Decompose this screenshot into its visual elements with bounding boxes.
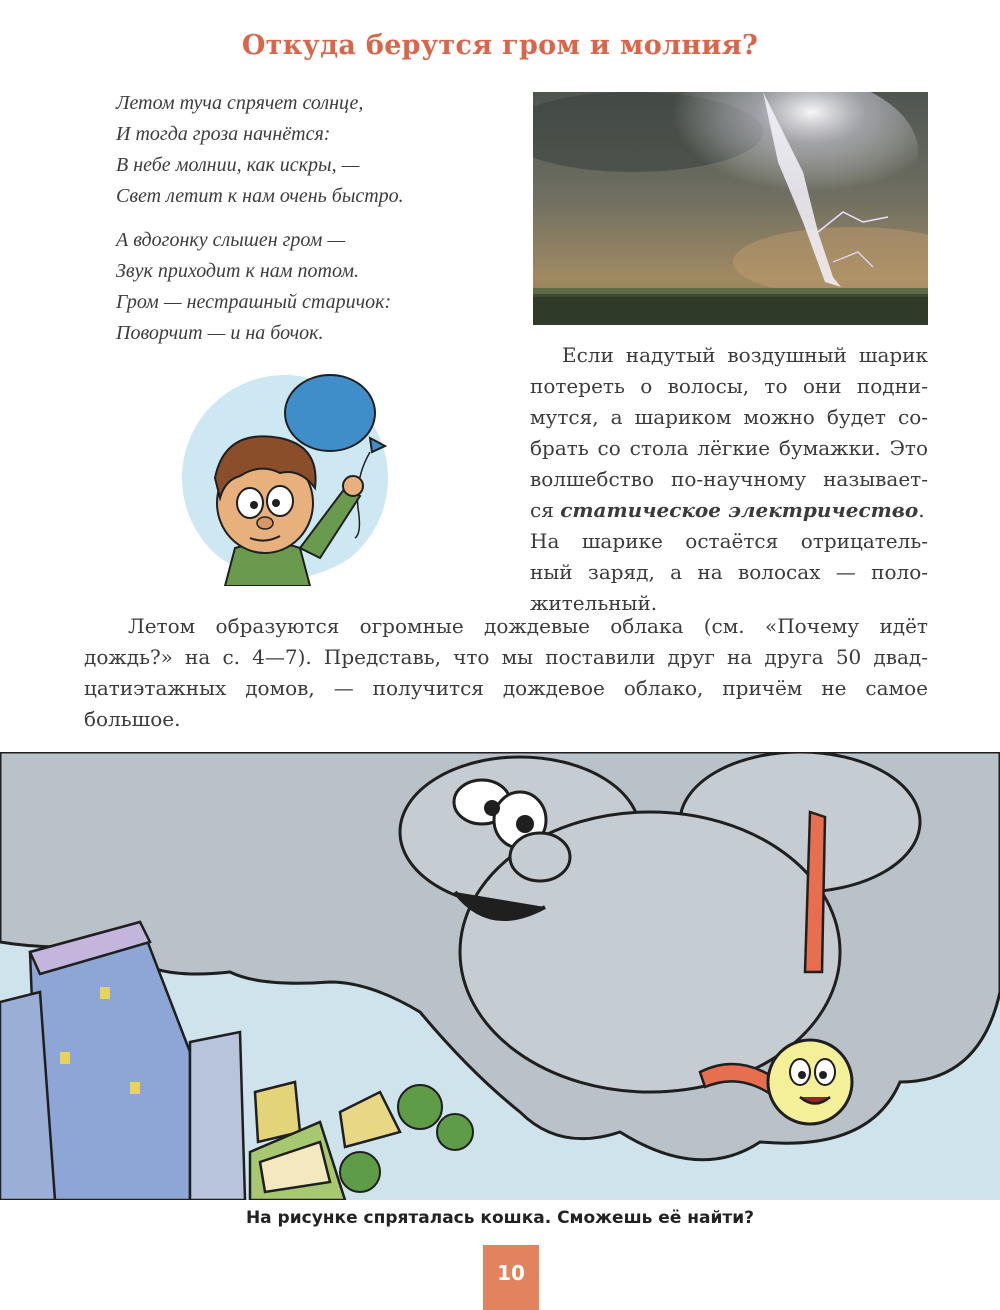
poem-line: И тогда гроза начнётся: <box>116 123 331 145</box>
paragraph-line: На шарике остаётся отрицатель- <box>530 529 928 553</box>
poem-line: Свет летит к нам очень быстро. <box>116 185 404 207</box>
paragraph-line: жительный. <box>530 591 658 615</box>
paragraph-line: Летом образуются огромные дождевые облака (см. «Почему идёт <box>128 614 928 638</box>
illustration-caption: На рисунке спряталась кошка. Сможешь её найти? <box>245 1208 755 1228</box>
lightning-photo <box>533 92 928 325</box>
boy-with-balloon-illustration <box>180 368 390 586</box>
paragraph-line: большое. <box>84 707 181 731</box>
poem-stanza-2 <box>116 225 516 349</box>
paragraph-line: ный заряд, а на волосах — поло- <box>530 560 928 584</box>
paragraph-line: цатиэтажных домов, — получится дождевое облако, причём не самое <box>84 676 928 700</box>
poem-line: А вдогонку слышен гром — <box>116 229 346 251</box>
paragraph-line: мутся, а шариком можно будет со- <box>530 405 928 429</box>
poem-line: Звук приходит к нам потом. <box>116 260 359 282</box>
poem-line: Поворчит — и на бочок. <box>116 322 324 344</box>
poem-line: В небе молнии, как искры, — <box>116 154 360 176</box>
paragraph-line: потереть о волосы, то они подни- <box>530 374 928 398</box>
paragraph-line <box>530 495 928 526</box>
poem-stanza-1 <box>116 88 516 212</box>
poem-line: Летом туча спрячет солнце, <box>116 92 364 114</box>
paragraph-line: дождь?» на с. 4—7). Представь, что мы поставили друг на друга 50 двад- <box>84 645 928 669</box>
paragraph-line: брать со стола лёгкие бумажки. Это <box>530 436 928 460</box>
rain-clouds-paragraph <box>84 611 928 735</box>
paragraph-text: . <box>918 498 925 522</box>
page-number: 10 <box>483 1245 539 1310</box>
key-term: статическое электричество <box>560 498 919 522</box>
poem-line: Гром — нестрашный старичок: <box>116 291 392 313</box>
paragraph-line: волшебство по-научному называет- <box>530 467 928 491</box>
paragraph-line: Если надутый воздушный шарик <box>562 343 928 367</box>
page-title: Откуда берутся гром и молния? <box>241 30 759 61</box>
paragraph-text: ся <box>530 498 554 522</box>
static-electricity-paragraph <box>530 340 928 619</box>
cloud-and-city-illustration <box>0 752 1000 1200</box>
